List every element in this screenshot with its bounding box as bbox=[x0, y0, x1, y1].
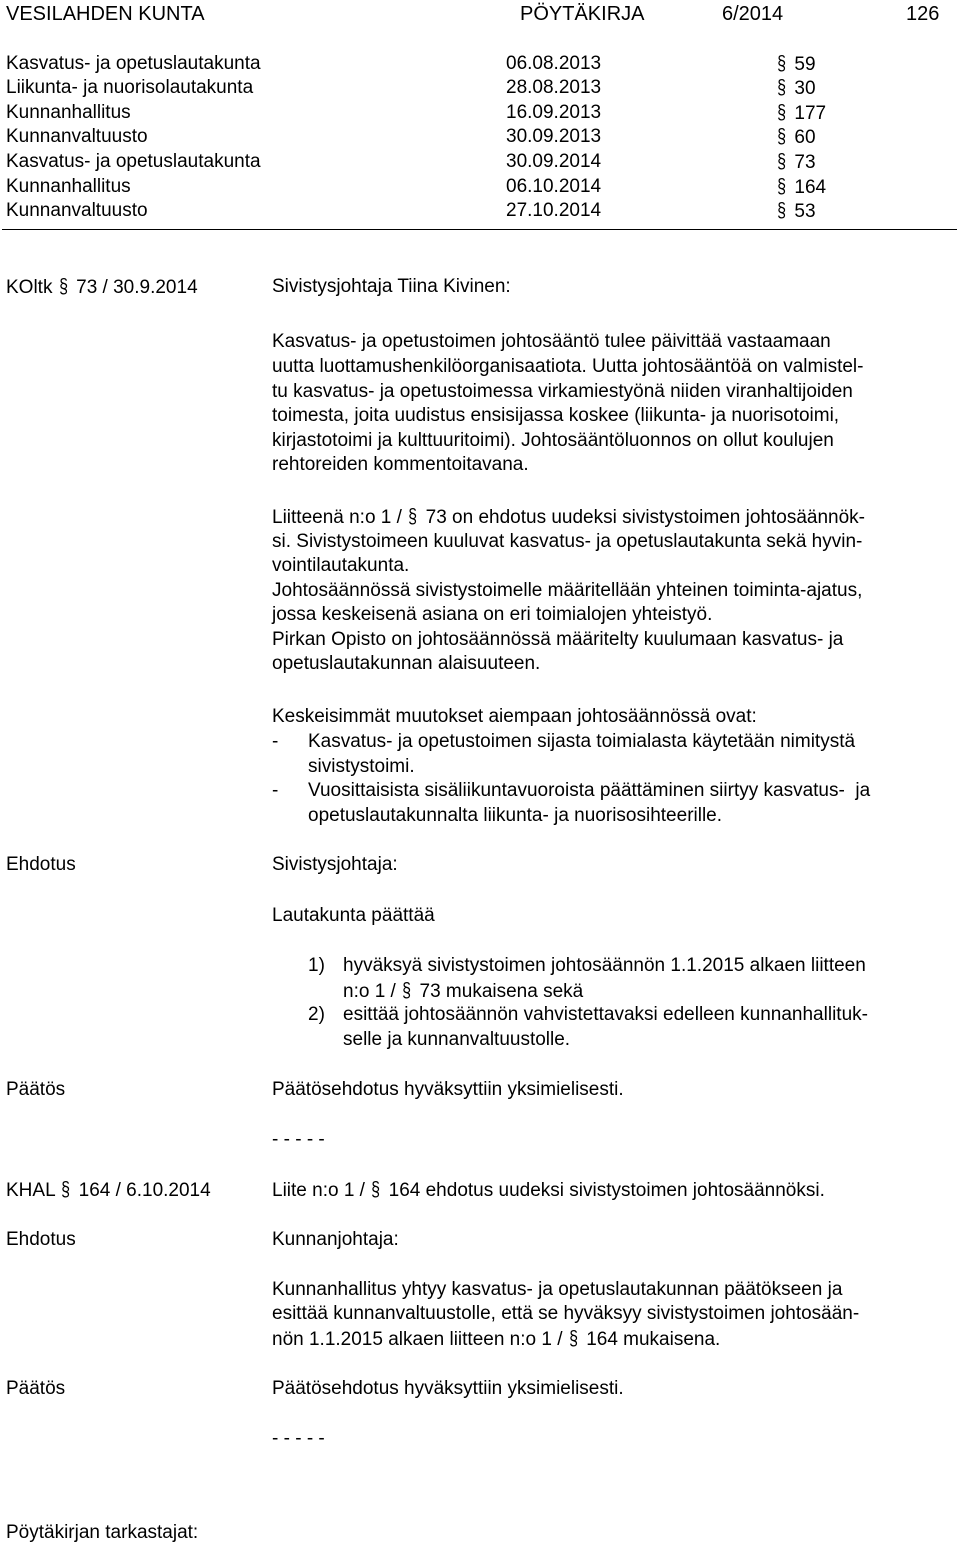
paragraph-line: tu kasvatus- ja opetustoimessa virkamiestyönä niiden viranhaltijoiden bbox=[272, 381, 853, 402]
separator: - - - - - bbox=[272, 1129, 325, 1150]
history-section: § 30 bbox=[777, 77, 816, 99]
attachment-line: Liitteenä n:o 1 / § 73 on ehdotus uudeksi sivistystoimen johtosäännök- bbox=[272, 506, 865, 528]
section-symbol: § bbox=[777, 102, 787, 124]
attachment-line: Liite n:o 1 / § 164 ehdotus uudeksi sivistystoimen johtosäännöksi. bbox=[272, 1179, 825, 1201]
history-section: § 73 bbox=[777, 151, 816, 173]
bullet-dash: - bbox=[272, 731, 279, 752]
history-section: § 164 bbox=[777, 176, 827, 198]
section-symbol: § bbox=[777, 151, 787, 173]
history-body: Kunnanvaltuusto bbox=[6, 126, 148, 147]
koltk-presenter: Sivistysjohtaja Tiina Kivinen: bbox=[272, 276, 511, 297]
section-symbol: § bbox=[568, 1328, 578, 1350]
history-date: 16.09.2013 bbox=[506, 102, 602, 123]
history-body: Kunnanhallitus bbox=[6, 176, 131, 197]
history-date: 30.09.2014 bbox=[506, 151, 602, 172]
history-body: Kunnanhallitus bbox=[6, 102, 131, 123]
decision-label: Päätös bbox=[6, 1378, 66, 1399]
section-symbol: § bbox=[777, 200, 787, 222]
history-body: Kunnanvaltuusto bbox=[6, 200, 148, 221]
page-number: 126 bbox=[906, 3, 940, 25]
reviewers-label: Pöytäkirjan tarkastajat: bbox=[6, 1522, 199, 1543]
proposal-label: Ehdotus bbox=[6, 1229, 76, 1250]
section-symbol: § bbox=[371, 1179, 381, 1201]
paragraph-line: rehtoreiden kommentoitavana. bbox=[272, 454, 529, 475]
paragraph-line: opetuslautakunnan alaisuuteen. bbox=[272, 653, 541, 674]
list-item: selle ja kunnanvaltuustolle. bbox=[343, 1029, 571, 1050]
bullet-text: opetuslautakunnalta liikunta- ja nuorisosihteerille. bbox=[308, 805, 723, 826]
section-symbol: § bbox=[61, 1179, 71, 1201]
list-number: 2) bbox=[308, 1004, 325, 1025]
decision-text: Päätösehdotus hyväksyttiin yksimielisesti. bbox=[272, 1378, 624, 1399]
separator: - - - - - bbox=[272, 1428, 325, 1449]
section-symbol: § bbox=[58, 276, 68, 298]
paragraph-line: vointilautakunta. bbox=[272, 555, 410, 576]
koltk-reference: KOltk § 73 / 30.9.2014 bbox=[6, 276, 198, 298]
paragraph-line: si. Sivistystoimeen kuuluvat kasvatus- ja opetuslautakunta sekä hyvin- bbox=[272, 531, 863, 552]
bullet-dash: - bbox=[272, 780, 279, 801]
document-type: PÖYTÄKIRJA bbox=[520, 3, 645, 25]
header-divider bbox=[2, 229, 957, 230]
section-symbol: § bbox=[408, 506, 418, 528]
document-number: 6/2014 bbox=[722, 3, 784, 25]
section-symbol: § bbox=[777, 176, 787, 198]
history-body: Kasvatus- ja opetuslautakunta bbox=[6, 151, 261, 172]
list-item: n:o 1 / § 73 mukaisena sekä bbox=[343, 980, 584, 1002]
history-section: § 59 bbox=[777, 53, 816, 75]
history-date: 28.08.2013 bbox=[506, 77, 602, 98]
section-symbol: § bbox=[777, 77, 787, 99]
history-date: 30.09.2013 bbox=[506, 126, 602, 147]
history-date: 06.10.2014 bbox=[506, 176, 602, 197]
bullet-text: Kasvatus- ja opetustoimen sijasta toimialasta käytetään nimitystä bbox=[308, 731, 856, 752]
bullet-text: Vuosittaisista sisäliikuntavuoroista päättäminen siirtyy kasvatus- ja bbox=[308, 780, 871, 801]
paragraph-line: Johtosäännössä sivistystoimelle määritellään yhteinen toiminta-ajatus, bbox=[272, 580, 863, 601]
paragraph-line: Kunnanhallitus yhtyy kasvatus- ja opetuslautakunnan päätökseen ja bbox=[272, 1279, 843, 1300]
municipality-name: VESILAHDEN KUNTA bbox=[6, 3, 205, 25]
paragraph-line: jossa keskeisenä asiana on eri toimialojen yhteistyö. bbox=[272, 604, 713, 625]
paragraph-line: uutta luottamushenkilöorganisaatiota. Uutta johtosääntöä on valmistel- bbox=[272, 356, 864, 377]
history-section: § 53 bbox=[777, 200, 816, 222]
section-symbol: § bbox=[402, 980, 412, 1002]
history-date: 27.10.2014 bbox=[506, 200, 602, 221]
decision-label: Päätös bbox=[6, 1079, 66, 1100]
proposal-label: Ehdotus bbox=[6, 854, 76, 875]
history-section: § 60 bbox=[777, 126, 816, 148]
history-section: § 177 bbox=[777, 102, 827, 124]
decision-text: Päätösehdotus hyväksyttiin yksimielisesti. bbox=[272, 1079, 624, 1100]
list-item: esittää johtosäännön vahvistettavaksi edelleen kunnanhallituk- bbox=[343, 1004, 868, 1025]
list-number: 1) bbox=[308, 955, 325, 976]
changes-heading: Keskeisimmät muutokset aiempaan johtosäännössä ovat: bbox=[272, 706, 757, 727]
history-body: Liikunta- ja nuorisolautakunta bbox=[6, 77, 254, 98]
paragraph-line: nön 1.1.2015 alkaen liitteen n:o 1 / § 164 mukaisena. bbox=[272, 1328, 721, 1350]
board-decides: Lautakunta päättää bbox=[272, 905, 435, 926]
section-symbol: § bbox=[777, 126, 787, 148]
section-symbol: § bbox=[777, 53, 787, 75]
paragraph-line: Pirkan Opisto on johtosäännössä määritelty kuulumaan kasvatus- ja bbox=[272, 629, 844, 650]
history-date: 06.08.2013 bbox=[506, 53, 602, 74]
list-item: hyväksyä sivistystoimen johtosäännön 1.1.2015 alkaen liitteen bbox=[343, 955, 866, 976]
bullet-text: sivistystoimi. bbox=[308, 756, 415, 777]
paragraph-line: toimesta, joita uudistus ensisijassa koskee (liikunta- ja nuorisotoimi, bbox=[272, 405, 840, 426]
khal-reference: KHAL § 164 / 6.10.2014 bbox=[6, 1179, 211, 1201]
paragraph-line: esittää kunnanvaltuustolle, että se hyväksyy sivistystoimen johtosään- bbox=[272, 1303, 860, 1324]
paragraph-line: kirjastotoimi ja kulttuuritoimi). Johtosääntöluonnos on ollut koulujen bbox=[272, 430, 834, 451]
history-body: Kasvatus- ja opetuslautakunta bbox=[6, 53, 261, 74]
paragraph-line: Kasvatus- ja opetustoimen johtosääntö tulee päivittää vastaamaan bbox=[272, 331, 831, 352]
proposal-by: Sivistysjohtaja: bbox=[272, 854, 398, 875]
proposal-by: Kunnanjohtaja: bbox=[272, 1229, 399, 1250]
